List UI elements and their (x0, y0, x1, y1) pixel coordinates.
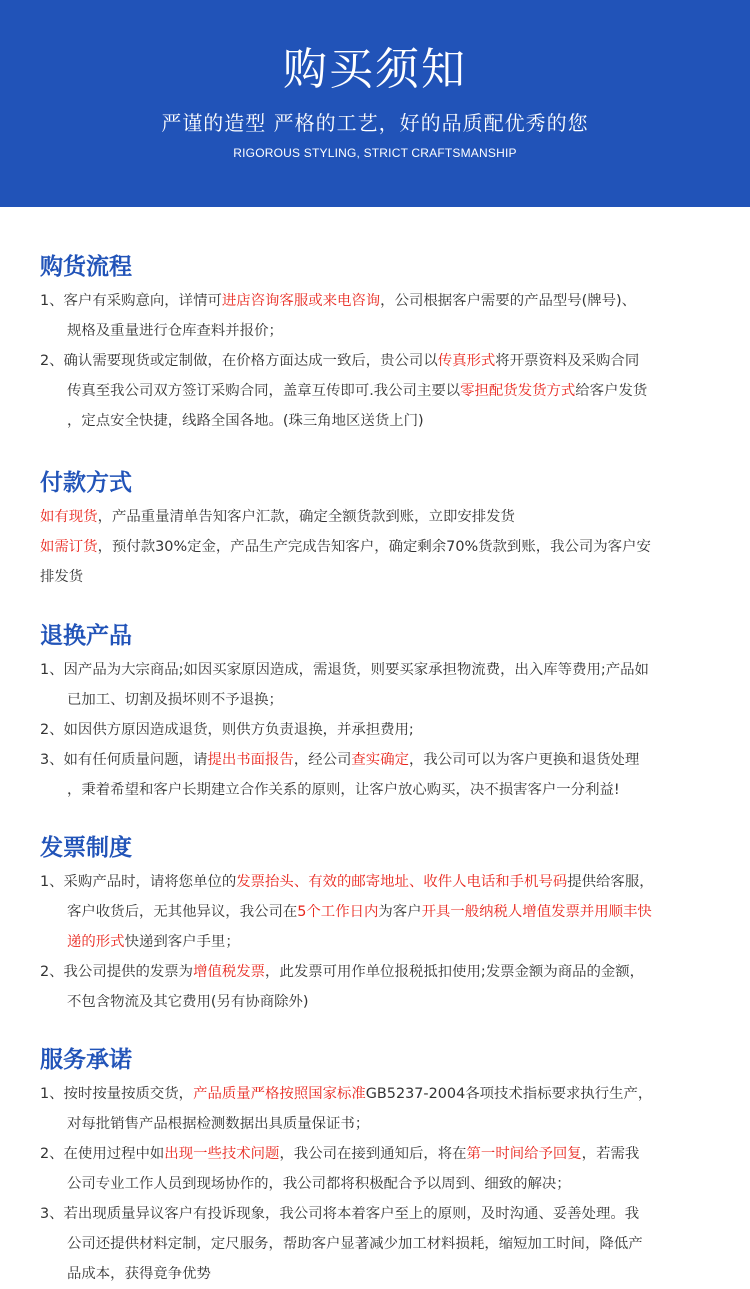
body-text: 1、因产品为大宗商品;如因买家原因造成，需退货，则要买家承担物流费，出入库等费用;产品如 (40, 662, 649, 678)
page-subtitle: 严谨的造型 严格的工艺，好的品质配优秀的您 (161, 111, 589, 135)
text-line (40, 1109, 717, 1139)
body-text: 2、在使用过程中如 (40, 1146, 165, 1162)
body-text: 公司还提供材料定制，定尺服务，帮助客户显著减少加工材料损耗，缩短加工时间，降低产 (67, 1236, 643, 1252)
highlight-text: 查实确定 (351, 752, 409, 768)
text-line (40, 532, 717, 562)
highlight-text: 产品质量严格按照国家标准 (193, 1086, 366, 1102)
body-text: 3、如有任何质量问题，请 (40, 752, 208, 768)
body-text: 2、如因供方原因造成退货，则供方负责退换，并承担费用; (40, 722, 414, 738)
body-text: 将开票资料及采购合同 (495, 353, 640, 369)
body-text: 1、按时按量按质交货， (40, 1086, 194, 1102)
section-title: 服务承诺 (40, 1047, 132, 1073)
section-payment-method (40, 468, 717, 592)
body-text: ，秉着希望和客户长期建立合作关系的原则，让客户放心购买，决不损害客户一分利益! (67, 782, 620, 798)
text-line (40, 502, 717, 532)
body-text: 给客户发货 (575, 383, 648, 399)
list-item (40, 286, 717, 346)
text-line (40, 867, 717, 897)
text-line (40, 897, 717, 927)
highlight-text: 出现一些技术问题 (164, 1146, 280, 1162)
body-text: 客户收货后，无其他异议，我公司在 (67, 904, 298, 920)
highlight-text: 递的形式 (67, 934, 125, 950)
section-title: 付款方式 (40, 470, 132, 496)
text-line (40, 1229, 717, 1259)
highlight-text: 第一时间给予回复 (466, 1146, 582, 1162)
section-title: 退换产品 (40, 623, 132, 649)
body-text: 1、客户有采购意向，详情可 (40, 293, 222, 309)
text-line (40, 286, 717, 316)
list-item (40, 867, 717, 957)
highlight-text: 5个工作日内 (297, 904, 379, 920)
text-line (40, 715, 717, 745)
section-title: 购货流程 (40, 254, 132, 280)
page-title: 购买须知 (283, 44, 467, 95)
body-text: 排发货 (40, 569, 84, 585)
content (0, 252, 750, 1289)
section-title: 发票制度 (40, 835, 132, 861)
list-item (40, 1199, 717, 1289)
body-text: 为客户 (378, 904, 422, 920)
highlight-text: 传真形式 (437, 353, 496, 369)
body-text: 3、若出现质量异议客户有投诉现象，我公司将本着客户至上的原则，及时沟通、妥善处理。我 (40, 1206, 640, 1222)
body-text: 不包含物流及其它费用(另有协商除外) (67, 994, 309, 1010)
body-text: ，定点安全快捷，线路全国各地。(珠三角地区送货上门) (67, 413, 424, 429)
text-line (40, 987, 717, 1017)
header-banner (0, 0, 750, 207)
body-text: ，我公司可以为客户更换和退货处理 (408, 752, 640, 768)
section-service-commitment (40, 1045, 717, 1289)
highlight-text: 增值税发票 (193, 964, 266, 980)
text-line (40, 1139, 717, 1169)
section-returns (40, 621, 717, 805)
text-line (40, 1079, 717, 1109)
text-line (40, 406, 717, 436)
text-line (40, 927, 717, 957)
body-text: 规格及重量进行仓库查料并报价； (67, 323, 283, 339)
body-text: 公司专业工作人员到现场协作的，我公司都将积极配合予以周到、细致的解决； (67, 1176, 571, 1192)
highlight-text: 如需订货 (40, 539, 98, 555)
text-line (40, 745, 717, 775)
list-item (40, 745, 717, 805)
body-text: 2、我公司提供的发票为 (40, 964, 194, 980)
highlight-text: 零担配货发货方式 (460, 383, 576, 399)
body-text: GB5237-2004各项技术指标要求执行生产， (365, 1086, 653, 1102)
body-text: 提供给客服， (567, 874, 654, 890)
body-text: 快递到客户手里； (124, 934, 240, 950)
section-purchase-process (40, 252, 717, 436)
list-item (40, 532, 717, 592)
list-item (40, 957, 717, 1017)
body-text: 2、确认需要现货或定制做，在价格方面达成一致后，贵公司以 (40, 353, 438, 369)
page-subtitle-english: RIGOROUS STYLING, STRICT CRAFTSMANSHIP (233, 146, 517, 160)
list-item (40, 502, 717, 532)
body-text: ，预付款30%定金，产品生产完成告知客户，确定剩余70%货款到账，我公司为客户安 (97, 539, 651, 555)
text-line (40, 775, 717, 805)
section-invoice-policy (40, 833, 717, 1017)
text-line (40, 562, 717, 592)
list-item (40, 1079, 717, 1139)
text-line (40, 316, 717, 346)
text-line (40, 655, 717, 685)
text-line (40, 957, 717, 987)
text-line (40, 685, 717, 715)
body-text: 1、采购产品时，请将您单位的 (40, 874, 237, 890)
text-line (40, 1169, 717, 1199)
text-line (40, 376, 717, 406)
body-text: 传真至我公司双方签订采购合同，盖章互传即可.我公司主要以 (67, 383, 461, 399)
text-line (40, 346, 717, 376)
list-item (40, 1139, 717, 1199)
body-text: ，经公司 (293, 752, 352, 768)
text-line (40, 1259, 717, 1289)
list-item (40, 346, 717, 436)
body-text: ，若需我 (581, 1146, 640, 1162)
list-item (40, 715, 717, 745)
highlight-text: 发票抬头、有效的邮寄地址、收件人电话和手机号码 (236, 874, 568, 890)
body-text: 对每批销售产品根据检测数据出具质量保证书； (67, 1116, 370, 1132)
highlight-text: 如有现货 (40, 509, 98, 525)
highlight-text: 开具一般纳税人增值发票并用顺丰快 (421, 904, 652, 920)
body-text: ，我公司在接到通知后，将在 (279, 1146, 467, 1162)
body-text: ，公司根据客户需要的产品型号(牌号)、 (380, 293, 637, 309)
body-text: 已加工、切割及损坏则不予退换； (67, 692, 283, 708)
body-text: 品成本，获得竟争优势 (67, 1266, 211, 1282)
highlight-text: 提出书面报告 (207, 752, 294, 768)
text-line (40, 1199, 717, 1229)
body-text: ，产品重量清单告知客户汇款，确定全额货款到账，立即安排发货 (97, 509, 515, 525)
highlight-text: 进店咨询客服或来电咨询 (221, 293, 381, 309)
list-item (40, 655, 717, 715)
body-text: ，此发票可用作单位报税抵扣使用;发票金额为商品的金额， (265, 964, 645, 980)
